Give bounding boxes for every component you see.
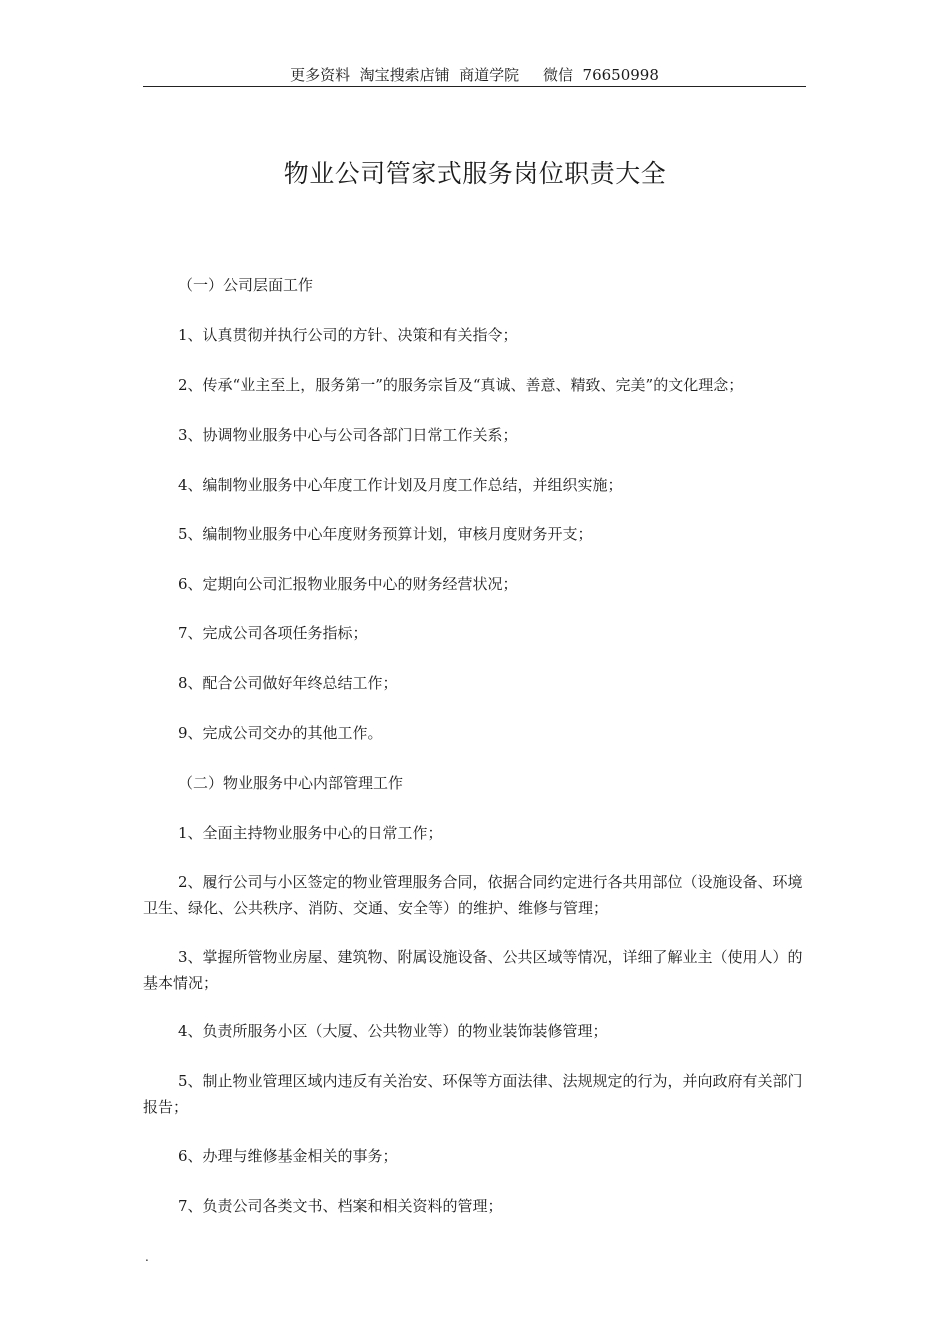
section-heading: （二）物业服务中心内部管理工作 [178, 774, 404, 792]
paragraph: 1、认真贯彻并执行公司的方针、决策和有关指令； [178, 326, 518, 344]
page-header: 更多资料 淘宝搜索店铺 商道学院 微信 76650998 [143, 64, 806, 87]
paragraph: 9、完成公司交办的其他工作。 [178, 724, 383, 742]
paragraph: 7、负责公司各类文书、档案和相关资料的管理； [178, 1197, 503, 1215]
document-title: 物业公司管家式服务岗位职责大全 [283, 159, 667, 188]
footer-mark: . [145, 1250, 149, 1264]
paragraph: 8、配合公司做好年终总结工作； [178, 674, 398, 692]
paragraph: 7、完成公司各项任务指标； [178, 624, 368, 642]
paragraph: 3、协调物业服务中心与公司各部门日常工作关系； [178, 426, 518, 444]
paragraph: 4、负责所服务小区（大厦、公共物业等）的物业装饰装修管理； [178, 1022, 608, 1040]
paragraph: 6、定期向公司汇报物业服务中心的财务经营状况； [178, 575, 518, 593]
section-heading: （一）公司层面工作 [178, 276, 314, 294]
paragraph: 1、全面主持物业服务中心的日常工作； [178, 824, 443, 842]
paragraph: 5、制止物业管理区域内违反有关治安、环保等方面法律、法规规定的行为，并向政府有关部门报告； [143, 1072, 803, 1116]
paragraph: 4、编制物业服务中心年度工作计划及月度工作总结，并组织实施； [178, 476, 623, 494]
paragraph: 2、履行公司与小区签定的物业管理服务合同，依据合同约定进行各共用部位（设施设备、环境卫生、绿化、公共秩序、消防、交通、安全等）的维护、维修与管理； [143, 873, 803, 917]
paragraph: 3、掌握所管物业房屋、建筑物、附属设施设备、公共区域等情况，详细了解业主（使用人）的基本情况； [143, 948, 803, 992]
paragraph: 2、传承“业主至上，服务第一”的服务宗旨及“真诚、善意、精致、完美”的文化理念； [178, 376, 744, 394]
paragraph: 6、办理与维修基金相关的事务； [178, 1147, 398, 1165]
paragraph: 5、编制物业服务中心年度财务预算计划，审核月度财务开支； [178, 525, 593, 543]
